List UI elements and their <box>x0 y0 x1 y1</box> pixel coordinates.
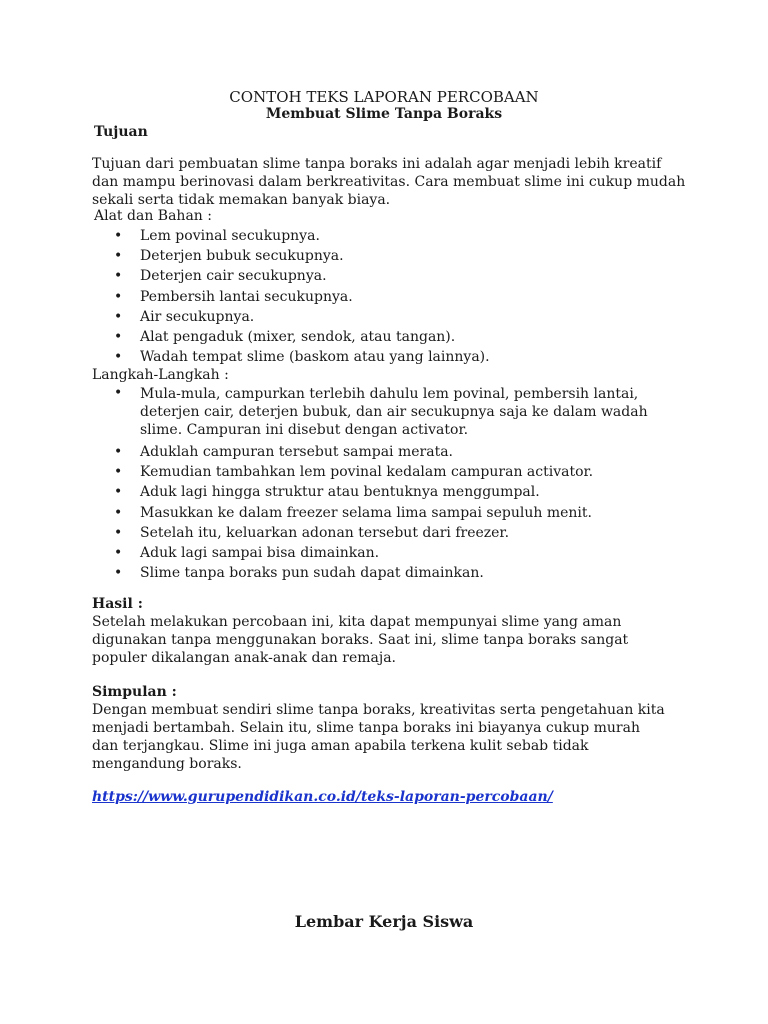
list-item: • Deterjen cair secukupnya. <box>114 266 490 286</box>
alat-heading: Alat dan Bahan : <box>94 208 212 224</box>
list-item: • Aduklah campuran tersebut sampai merata. <box>114 442 680 462</box>
document-subtitle: Membuat Slime Tanpa Boraks <box>265 106 503 122</box>
hasil-heading: Hasil : <box>92 596 143 612</box>
source-link[interactable]: https://www.gurupendidikan.co.id/teks-laporan-percobaan/ <box>92 789 553 805</box>
list-item: • Aduk lagi sampai bisa dimainkan. <box>114 543 680 563</box>
langkah-list <box>114 384 680 583</box>
list-item: • Alat pengaduk (mixer, sendok, atau tangan). <box>114 327 490 347</box>
simpulan-text: Dengan membuat sendiri slime tanpa boraks, kreativitas serta pengetahuan kita menjadi bertambah. Selain itu, slime tanpa boraks ini biayanya cukup murah dan terjangkau. Slime ini juga aman apabila terkena kulit sebab tidak mengandung boraks. <box>92 702 665 772</box>
list-item: • Slime tanpa boraks pun sudah dapat dimainkan. <box>114 563 680 583</box>
footer-title: Lembar Kerja Siswa <box>294 912 474 931</box>
hasil-text: Setelah melakukan percobaan ini, kita dapat mempunyai slime yang aman digunakan tanpa menggunakan boraks. Saat ini, slime tanpa boraks sangat populer dikalangan anak-anak dan remaja. <box>92 614 629 666</box>
list-item: • Mula-mula, campurkan terlebih dahulu lem povinal, pembersih lantai, deterjen cair, deterjen bubuk, dan air secukupnya saja ke dalam wadah slime. Campuran ini disebut dengan activator. <box>114 384 680 442</box>
tujuan-text: Tujuan dari pembuatan slime tanpa boraks ini adalah agar menjadi lebih kreatif dan mampu berinovasi dalam berkreativitas. Cara membuat slime ini cukup mudah sekali serta tidak memakan banyak biaya. <box>92 156 686 208</box>
tujuan-heading: Tujuan <box>94 124 148 140</box>
list-item: • Air secukupnya. <box>114 307 490 327</box>
list-item: • Kemudian tambahkan lem povinal kedalam campuran activator. <box>114 462 680 482</box>
list-item: • Aduk lagi hingga struktur atau bentuknya menggumpal. <box>114 482 680 502</box>
list-item: • Wadah tempat slime (baskom atau yang lainnya). <box>114 347 490 367</box>
list-item: • Deterjen bubuk secukupnya. <box>114 246 490 266</box>
document-title: CONTOH TEKS LAPORAN PERCOBAAN <box>229 88 539 106</box>
list-item: • Masukkan ke dalam freezer selama lima sampai sepuluh menit. <box>114 503 680 523</box>
list-item: • Pembersih lantai secukupnya. <box>114 287 490 307</box>
alat-list <box>114 226 490 367</box>
langkah-heading: Langkah-Langkah : <box>92 367 229 383</box>
list-item: • Lem povinal secukupnya. <box>114 226 490 246</box>
list-item: • Setelah itu, keluarkan adonan tersebut dari freezer. <box>114 523 680 543</box>
simpulan-heading: Simpulan : <box>92 684 177 700</box>
